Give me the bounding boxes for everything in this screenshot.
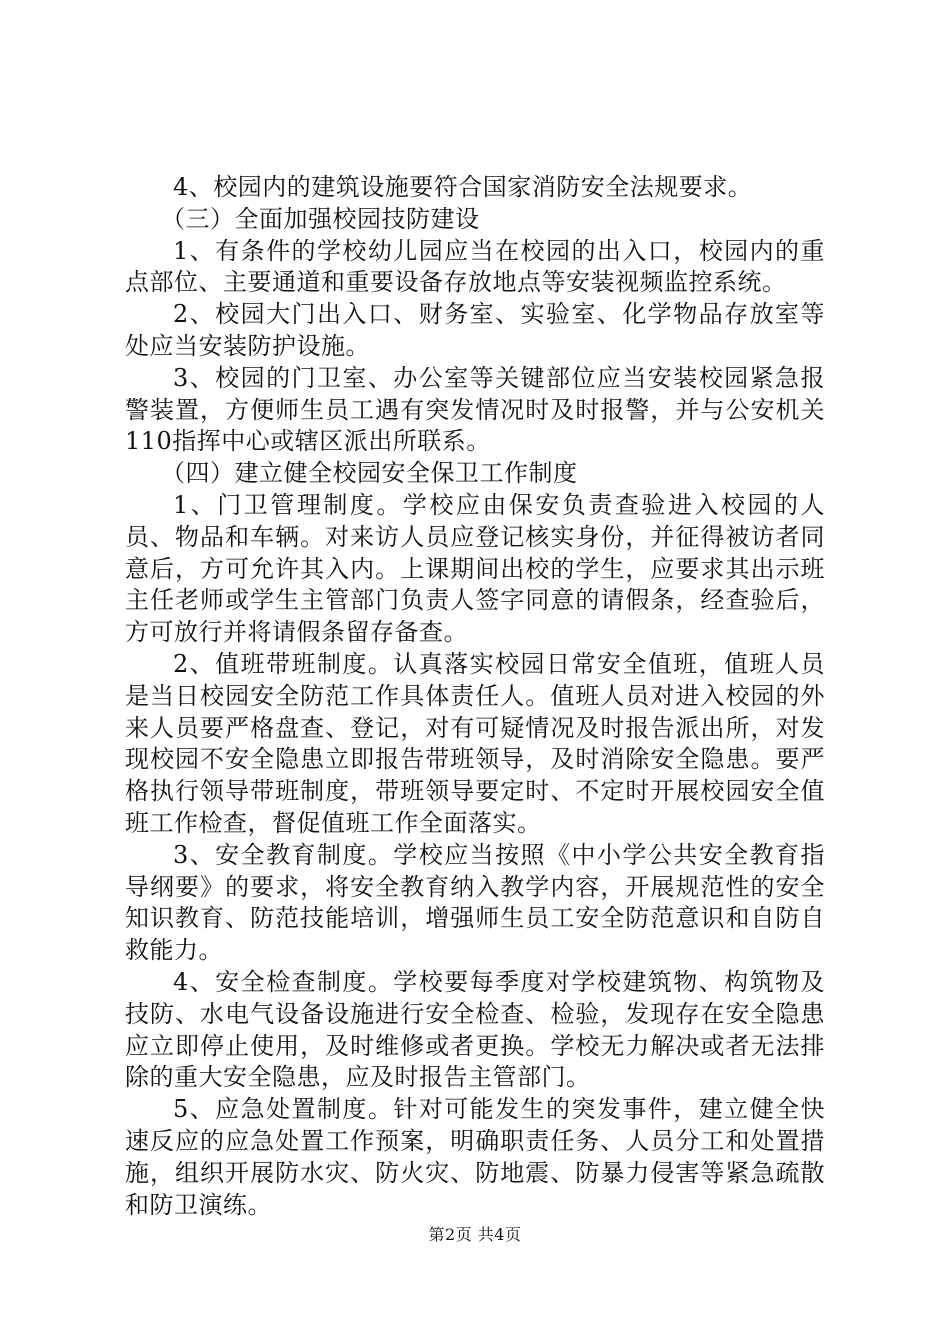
document-body [125, 172, 825, 1221]
section-heading-tech-defense: （三）全面加强校园技防建设 [161, 204, 480, 233]
paragraph-emergency-alarm: 3、校园的门卫室、办公室等关键部位应当安装校园紧急报警装置，方便师生员工遇有突发情况时及时报警，并与公安机关110指挥中心或辖区派出所联系。 [125, 363, 825, 456]
paragraph-safety-education: 3、安全教育制度。学校应当按照《中小学公共安全教育指导纲要》的要求，将安全教育纳入教学内容，开展规范性的安全知识教育、防范技能培训，增强师生员工安全防范意识和自防自救能力。 [125, 840, 825, 965]
paragraph-safety-inspection: 4、安全检查制度。学校要每季度对学校建筑物、构筑物及技防、水电气设备设施进行安全检查、检验，发现存在安全隐患应立即停止使用，及时维修或者更换。学校无力解决或者无法排除的重大安全隐患，应及时报告主管部门。 [125, 967, 825, 1092]
paragraph-emergency-response: 5、应急处置制度。针对可能发生的突发事件，建立健全快速反应的应急处置工作预案，明确职责任务、人员分工和处置措施，组织开展防水灾、防火灾、防地震、防暴力侵害等紧急疏散和防卫演练。 [125, 1095, 825, 1219]
section-heading-security-system: （四）建立健全校园安全保卫工作制度 [161, 459, 578, 488]
paragraph-protective-facilities: 2、校园大门出入口、财务室、实验室、化学物品存放室等处应当安装防护设施。 [125, 300, 825, 360]
paragraph-fire-safety: 4、校园内的建筑设施要符合国家消防安全法规要求。 [173, 173, 753, 201]
paragraph-video-monitoring: 1、有条件的学校幼儿园应当在校园的出入口，校园内的重点部位、主要通道和重要设备存放地点等安装视频监控系统。 [125, 236, 825, 297]
paragraph-gate-management: 1、门卫管理制度。学校应由保安负责查验进入校园的人员、物品和车辆。对来访人员应登记核实身份，并征得被访者同意后，方可允许其入内。上课期间出校的学生，应要求其出示班主任老师或学生主管部门负责人签字同意的请假条，经查验后，方可放行并将请假条留存备查。 [125, 490, 825, 647]
page-number-footer: 第2页 共4页 [428, 1225, 522, 1244]
paragraph-duty-system: 2、值班带班制度。认真落实校园日常安全值班，值班人员是当日校园安全防范工作具体责任人。值班人员对进入校园的外来人员要严格盘查、登记，对有可疑情况及时报告派出所，对发现校园不安全隐患立即报告带班领导，及时消除安全隐患。要严格执行领导带班制度，带班领导要定时、不定时开展校园安全值班工作检查，督促值班工作全面落实。 [125, 649, 825, 837]
